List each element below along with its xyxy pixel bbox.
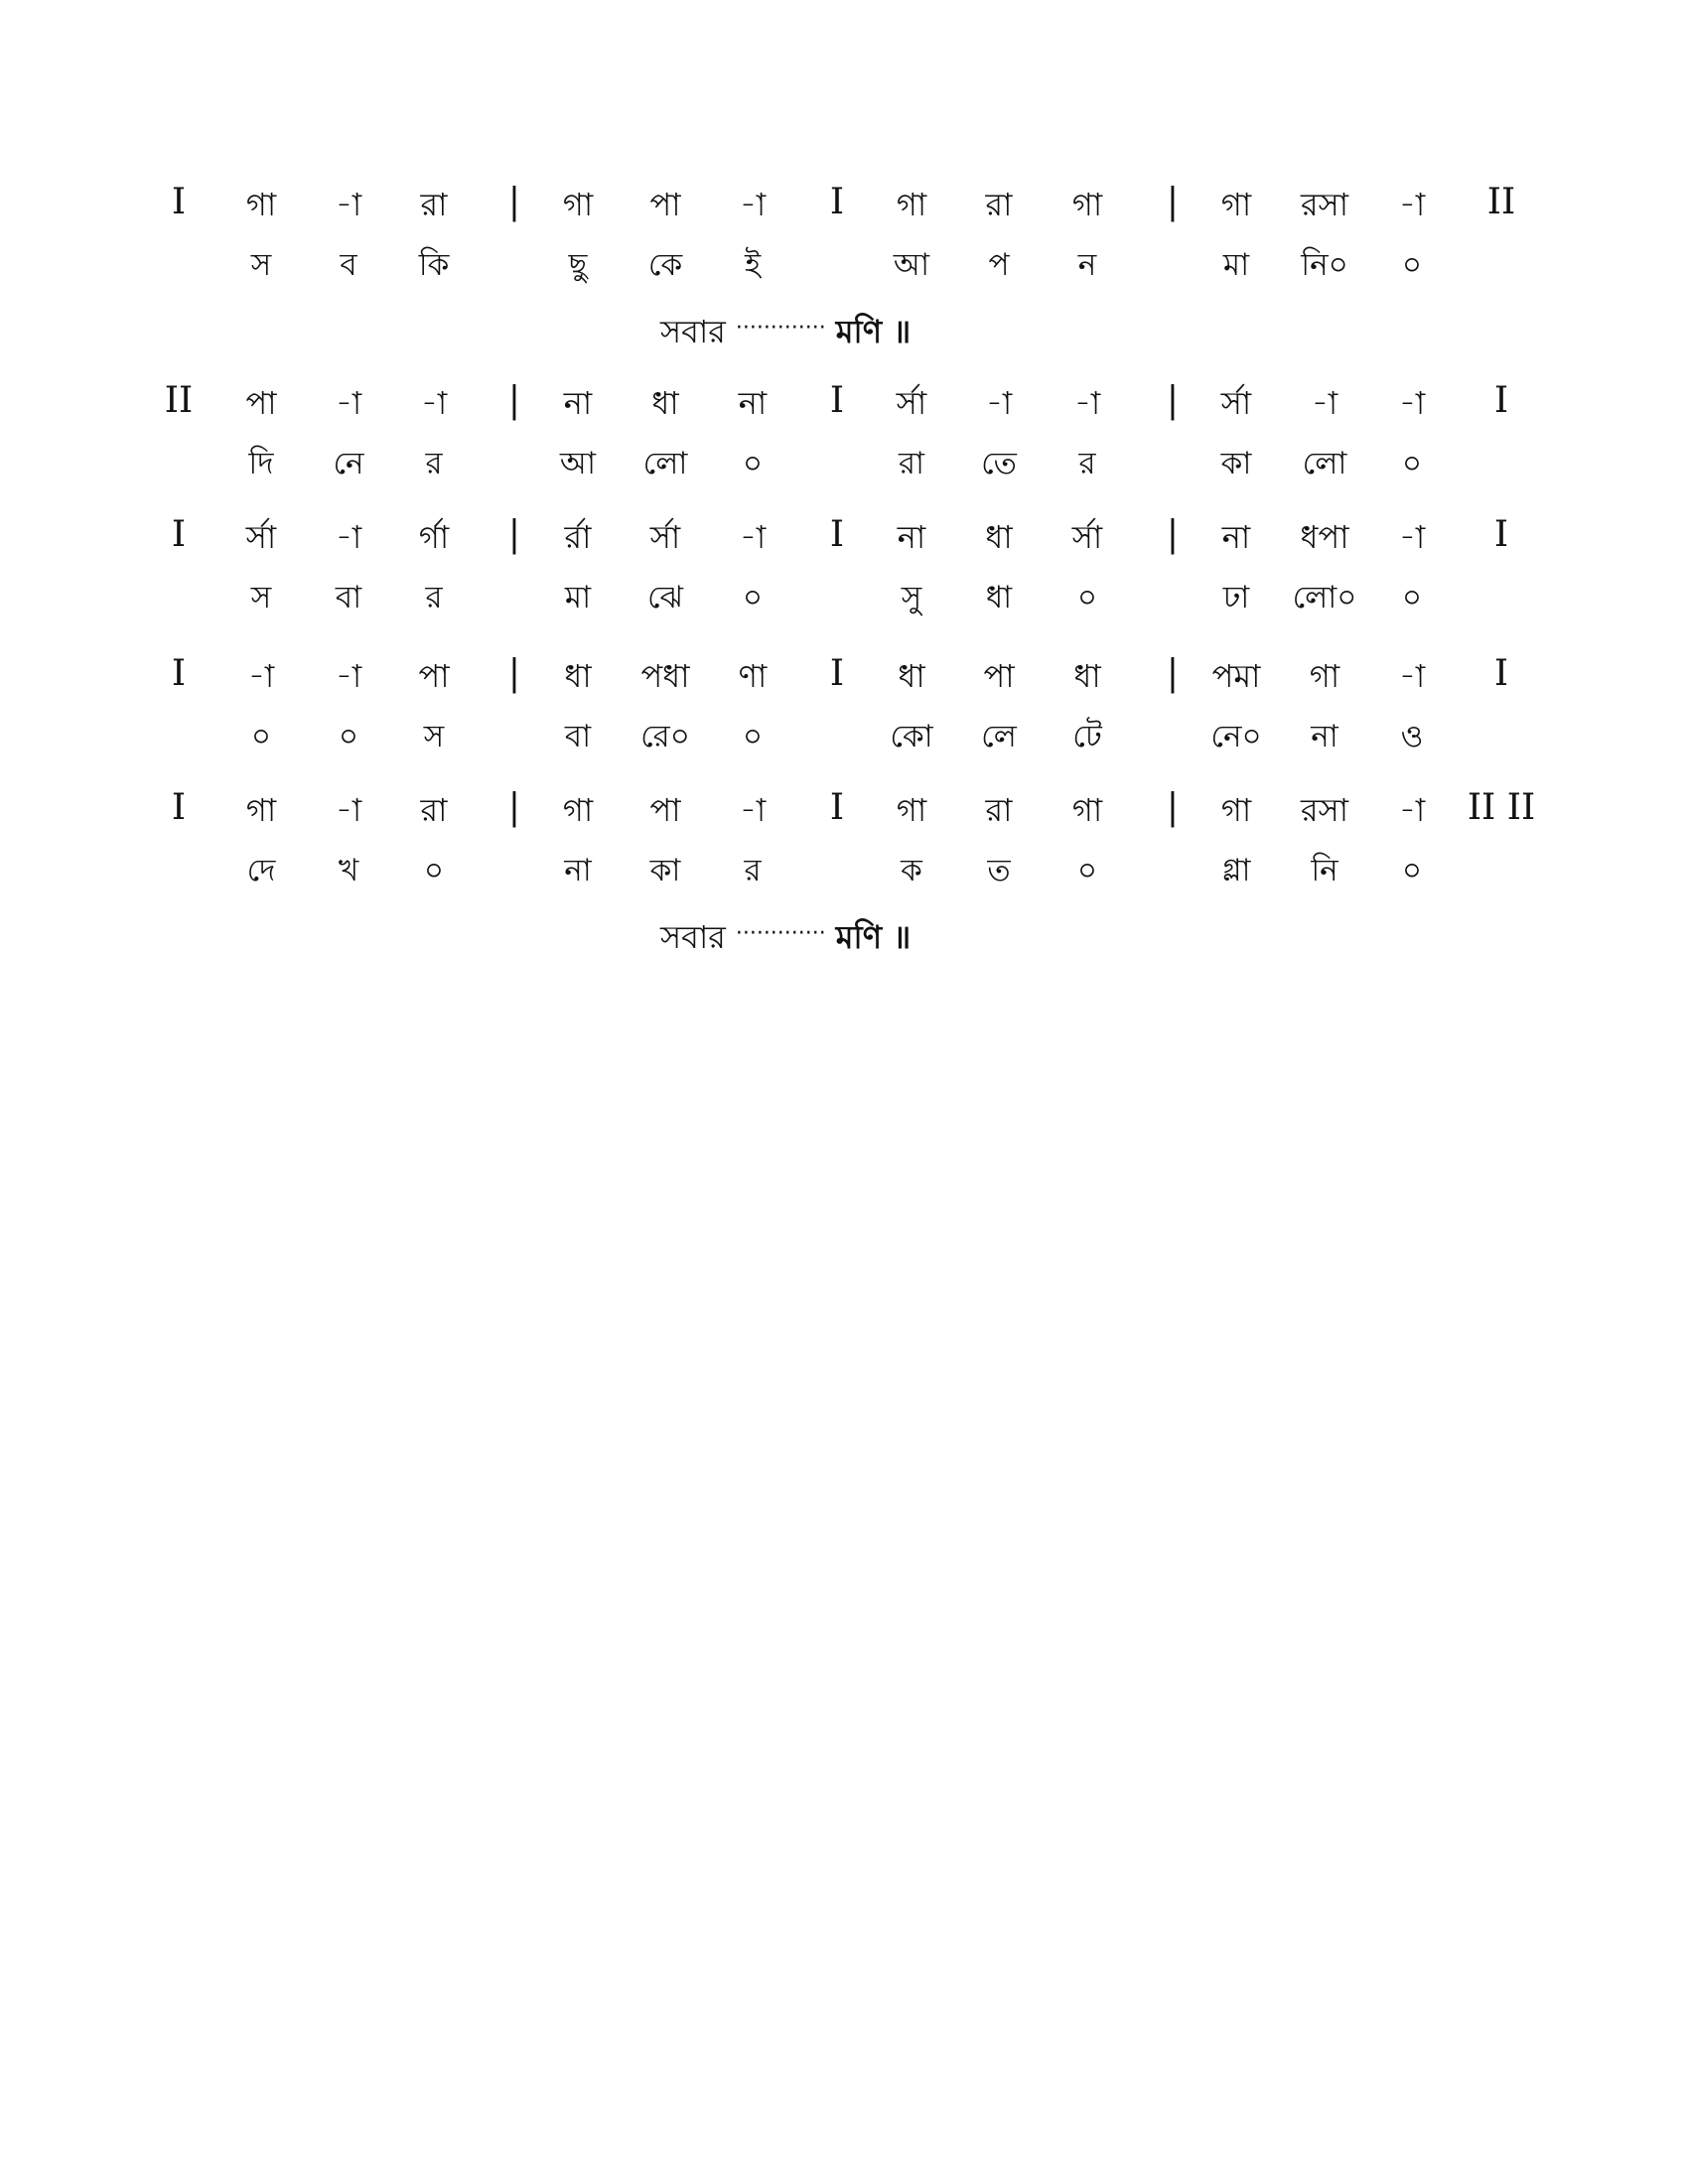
lyric-syllable: কা — [649, 853, 681, 888]
swara-note: র্সা — [896, 384, 927, 422]
lyric-syllable: ই — [744, 247, 762, 283]
refrain-dots: ············· — [735, 921, 826, 946]
lyric-syllable: না — [564, 853, 592, 888]
bar-line: | — [1166, 653, 1180, 694]
swara-note: -া — [739, 518, 767, 556]
swara-note: রা — [985, 791, 1013, 829]
lyric-syllable: নি০ — [1301, 247, 1348, 283]
swara-note: পধা — [640, 657, 690, 695]
swara-note: রসা — [1300, 186, 1349, 223]
bar-line: I — [171, 514, 187, 555]
refrain-end: মণি ॥ — [835, 313, 912, 350]
bar-line: | — [507, 653, 521, 694]
lyric-syllable: ও — [1400, 719, 1424, 754]
lyric-syllable: লো০ — [1292, 580, 1357, 615]
refrain-start: সবার — [660, 918, 726, 956]
lyric-syllable: স — [423, 719, 445, 754]
lyric-syllable: নে — [333, 446, 364, 481]
swara-note: না — [897, 518, 926, 556]
refrain-cue — [660, 313, 912, 350]
swara-note: -া — [1398, 657, 1426, 695]
lyric-syllable: ত — [987, 853, 1011, 888]
bar-line: I — [1493, 514, 1509, 555]
swara-note: গা — [1220, 791, 1252, 829]
swara-note: -া — [1073, 384, 1101, 422]
lyric-syllable: ০ — [1401, 247, 1423, 283]
bar-line: | — [1166, 380, 1180, 421]
lyric-syllable: ক — [901, 853, 922, 888]
swara-note: ধা — [985, 518, 1013, 556]
lyric-syllable: ০ — [742, 446, 764, 481]
bar-line: | — [1166, 787, 1180, 828]
lyric-syllable: লে — [981, 719, 1017, 754]
lyric-syllable: না — [1311, 719, 1338, 754]
swara-note: -া — [335, 791, 362, 829]
swara-note: -া — [739, 791, 767, 829]
swara-note: গা — [245, 186, 277, 223]
lyric-syllable: দে — [246, 853, 276, 888]
swara-note: গা — [896, 791, 927, 829]
refrain-start: সবার — [660, 313, 726, 350]
lyric-syllable: কো — [890, 719, 933, 754]
swara-note: -া — [335, 186, 362, 223]
bar-line: | — [1166, 182, 1180, 222]
bar-line: I — [829, 514, 845, 555]
bar-line: | — [507, 380, 521, 421]
lyric-syllable: ০ — [742, 580, 764, 615]
lyric-syllable: কা — [1220, 446, 1252, 481]
swara-note: র্সা — [245, 518, 277, 556]
swara-note: ধা — [564, 657, 592, 695]
lyric-syllable: ০ — [423, 853, 445, 888]
bar-line: | — [1166, 514, 1180, 555]
swara-note: পমা — [1211, 657, 1261, 695]
swara-note: পা — [649, 186, 681, 223]
bar-line: | — [507, 514, 521, 555]
lyric-syllable: স — [250, 580, 272, 615]
bar-line: I — [829, 380, 845, 421]
lyric-syllable: মা — [564, 580, 592, 615]
lyric-syllable: সু — [901, 580, 922, 615]
swara-note: -া — [985, 384, 1013, 422]
lyric-syllable: আ — [893, 247, 930, 283]
lyric-syllable: লো — [1302, 446, 1347, 481]
bar-line: I — [171, 182, 187, 222]
lyric-syllable: প — [988, 247, 1010, 283]
lyric-syllable: লো — [642, 446, 688, 481]
swara-note: গা — [896, 186, 927, 223]
lyric-syllable: নি — [1311, 853, 1338, 888]
lyric-syllable: তে — [981, 446, 1017, 481]
swara-note: পা — [649, 791, 681, 829]
swara-note: গা — [562, 791, 594, 829]
swara-note: -া — [1398, 791, 1426, 829]
swara-note: র্গা — [418, 518, 450, 556]
lyric-syllable: বা — [564, 719, 592, 754]
lyric-syllable: ব — [340, 247, 357, 283]
swara-note: র্রা — [564, 518, 592, 556]
lyric-syllable: গ্লা — [1221, 853, 1251, 888]
lyric-syllable: রা — [898, 446, 925, 481]
bar-line: I — [171, 787, 187, 828]
swara-note: ধা — [1073, 657, 1101, 695]
bar-line: I — [1493, 653, 1509, 694]
swara-note: -া — [1311, 384, 1338, 422]
bar-line: II II — [1467, 787, 1536, 828]
swara-note: রসা — [1300, 791, 1349, 829]
swara-note: -া — [335, 657, 362, 695]
swara-note: না — [563, 384, 593, 422]
swara-note: রা — [420, 186, 448, 223]
swara-note: না — [738, 384, 768, 422]
swara-note: গা — [245, 791, 277, 829]
refrain-cue — [660, 918, 912, 956]
swara-note: -া — [335, 518, 362, 556]
swara-note: -া — [335, 384, 362, 422]
swara-note: গা — [1071, 791, 1103, 829]
swara-note: পা — [983, 657, 1015, 695]
lyric-syllable: টে — [1072, 719, 1102, 754]
swara-note: না — [1221, 518, 1251, 556]
lyric-syllable: ঢা — [1222, 580, 1250, 615]
lyric-syllable: ০ — [742, 719, 764, 754]
lyric-syllable: ছু — [568, 247, 588, 283]
bar-line: II — [164, 380, 194, 421]
swara-note: গা — [1220, 186, 1252, 223]
lyric-syllable: ০ — [1076, 853, 1098, 888]
lyric-syllable: ০ — [1076, 580, 1098, 615]
bar-line: I — [829, 787, 845, 828]
lyric-syllable: মা — [1222, 247, 1250, 283]
swara-note: র্সা — [1220, 384, 1252, 422]
bar-line: I — [829, 653, 845, 694]
lyric-syllable: ০ — [250, 719, 272, 754]
lyric-syllable: খ — [338, 853, 359, 888]
lyric-syllable: স — [250, 247, 272, 283]
lyric-syllable: ঝে — [646, 580, 684, 615]
swara-note: -া — [420, 384, 448, 422]
lyric-syllable: ০ — [338, 719, 359, 754]
swara-note: -া — [739, 186, 767, 223]
bar-line: II — [1486, 182, 1516, 222]
bar-line: I — [1493, 380, 1509, 421]
swara-note: ধা — [898, 657, 925, 695]
lyric-syllable: র — [425, 580, 443, 615]
swara-note: ধা — [651, 384, 679, 422]
swara-note: -া — [1398, 186, 1426, 223]
lyric-syllable: কে — [647, 247, 683, 283]
swara-note: র্সা — [649, 518, 681, 556]
swara-note: গা — [562, 186, 594, 223]
swara-note: -া — [247, 657, 275, 695]
lyric-syllable: র — [744, 853, 762, 888]
swara-note: রা — [420, 791, 448, 829]
swara-note: ধপা — [1300, 518, 1349, 556]
swara-note: -া — [1398, 384, 1426, 422]
swara-note: -া — [1398, 518, 1426, 556]
lyric-syllable: দি — [248, 446, 274, 481]
lyric-syllable: র — [425, 446, 443, 481]
bar-line: I — [829, 182, 845, 222]
lyric-syllable: আ — [559, 446, 597, 481]
bar-line: | — [507, 182, 521, 222]
lyric-syllable: ০ — [1401, 853, 1423, 888]
swara-note: গা — [1309, 657, 1340, 695]
swara-note: পা — [418, 657, 450, 695]
lyric-syllable: র — [1078, 446, 1096, 481]
lyric-syllable: ০ — [1401, 446, 1423, 481]
lyric-syllable: রে০ — [640, 719, 690, 754]
lyric-syllable: নে০ — [1210, 719, 1262, 754]
lyric-syllable: ধা — [985, 580, 1013, 615]
bar-line: I — [171, 653, 187, 694]
refrain-end: মণি ॥ — [835, 918, 912, 956]
lyric-syllable: ন — [1077, 247, 1097, 283]
refrain-dots: ············· — [735, 316, 826, 341]
bar-line: | — [507, 787, 521, 828]
lyric-syllable: ০ — [1401, 580, 1423, 615]
swara-note: ণা — [738, 657, 768, 695]
lyric-syllable: কি — [418, 247, 450, 283]
swara-note: গা — [1071, 186, 1103, 223]
swara-note: র্সা — [1071, 518, 1103, 556]
swara-note: পা — [245, 384, 277, 422]
lyric-syllable: বা — [335, 580, 362, 615]
swara-note: রা — [985, 186, 1013, 223]
